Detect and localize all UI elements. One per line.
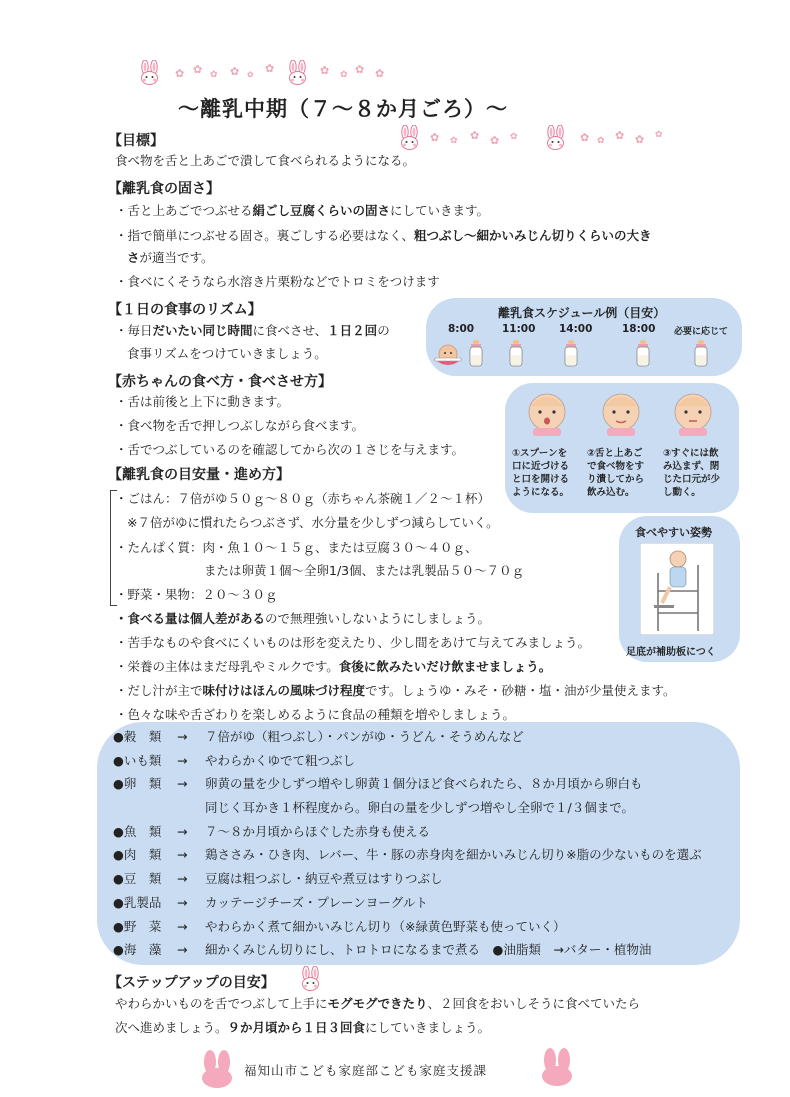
posture-panel: [619, 516, 740, 662]
food-category: ●豆 類: [113, 871, 162, 887]
food-category: ●海 藻: [113, 942, 162, 958]
flower-icon: ✿: [580, 131, 590, 144]
flower-icon: ✿: [340, 70, 348, 80]
arrow-icon: →: [177, 823, 188, 839]
food-list: [113, 729, 738, 966]
schedule-time: 必要に応じて: [674, 327, 729, 337]
eating-steps-panel: [505, 383, 739, 513]
schedule-time: 14:00: [559, 323, 593, 335]
flower-icon: ✿: [247, 70, 254, 79]
food-description: カッテージチーズ・プレーンヨーグルト: [205, 894, 428, 910]
schedule-time: 11:00: [502, 323, 536, 335]
flower-icon: ✿: [635, 133, 645, 146]
arrow-icon: →: [177, 776, 188, 792]
flower-icon: ✿: [210, 70, 218, 80]
goal-text: 食べ物を舌と上あごで潰して食べられるようになる。: [115, 153, 416, 168]
firmness-line: さが適当です。: [127, 250, 214, 265]
arrow-icon: →: [177, 729, 188, 744]
footer-department: 福知山市こども家庭部こども家庭支援課: [244, 1063, 488, 1078]
amount-vegetable: ・野菜・果物：２０～３０ｇ: [115, 587, 278, 602]
amount-protein: ・たんぱく質：肉・魚１０～１５ｇ、または豆腐３０～４０ｇ、: [115, 540, 478, 555]
bottle-icon: [694, 340, 708, 371]
baby-food-bowl-icon: [431, 343, 465, 373]
food-category: ●野 菜: [113, 918, 162, 934]
food-row: [113, 847, 738, 871]
food-row: [113, 824, 738, 848]
flower-icon: ✿: [320, 64, 330, 77]
food-description: 同じく耳かき１杯程度から。卵白の量を少しずつ増やし全卵で１/３個まで。: [205, 800, 634, 816]
bottle-icon: [636, 340, 650, 371]
food-row: [113, 942, 738, 966]
schedule-title: 離乳食スケジュール例（目安）: [498, 306, 666, 320]
bunny-icon: [543, 125, 568, 150]
food-description: 鶏ささみ・ひき肉、レバー、牛・豚の赤身肉を細かいみじん切り※脂の少ないものを選ぶ: [205, 847, 702, 863]
baby-face-icon: [671, 388, 715, 444]
flower-icon: ✿: [430, 131, 440, 144]
schedule-panel: [426, 298, 742, 376]
amount-rice-note: ※７倍がゆに慣れたらつぶさず、水分量を少しずつ減らしていく。: [127, 515, 499, 530]
food-row: [113, 776, 738, 800]
high-chair-icon: [640, 543, 714, 639]
flower-icon: ✿: [490, 134, 500, 147]
step-caption-2: ②舌と上あご で食べ物をす り潰してから 飲み込む。: [587, 448, 645, 498]
food-description: やわらかくゆでて粗つぶし: [205, 752, 356, 768]
stepup-line: 次へ進めましょう。９か月頃から１日３回食にしていきましょう。: [115, 1020, 491, 1035]
food-row: [113, 753, 738, 777]
food-description: ７～８か月頃からほぐした赤身も使える: [205, 823, 431, 839]
firmness-heading: 【離乳食の固さ】: [108, 181, 220, 197]
bunny-icon: [540, 1048, 574, 1090]
flower-icon: ✿: [615, 129, 625, 142]
amount-note: ・だし汁が主で味付けはほんの風味づけ程度です。しょうゆ・みそ・砂糖・塩・油が少量使えます。: [115, 683, 676, 698]
posture-title: 食べやすい姿勢: [635, 526, 712, 539]
amount-note: ・食べる量は個人差があるので無理強いしないようにしましょう。: [115, 611, 491, 626]
firmness-line: ・指で簡単につぶせる固さ。裏ごしする必要はなく、粗つぶし～細かいみじん切りくらいの大き: [115, 228, 652, 243]
flower-icon: ✿: [355, 63, 365, 76]
schedule-time: 8:00: [448, 323, 475, 335]
flower-icon: ✿: [597, 136, 605, 146]
amount-note: ・栄養の主体はまだ母乳やミルクです。食後に飲みたいだけ飲ませましょう。: [115, 659, 552, 674]
flower-icon: ✿: [265, 62, 275, 75]
page-title: ～離乳中期（７～８か月ごろ）～: [178, 97, 508, 121]
flower-icon: ✿: [175, 67, 185, 80]
firmness-line: ・舌と上あごでつぶせる絹ごし豆腐くらいの固さにしていきます。: [115, 203, 490, 218]
feeding-heading: 【赤ちゃんの食べ方・食べさせ方】: [108, 374, 332, 390]
bunny-icon: [285, 60, 310, 85]
arrow-icon: →: [177, 894, 188, 910]
rhythm-line: 食事リズムをつけていきましょう。: [127, 346, 327, 361]
arrow-icon: →: [177, 942, 188, 958]
amount-note: ・苦手なものや食べにくいものは形を変えたり、少し間をあけて与えてみましょう。: [115, 635, 591, 650]
feeding-item: ・舌は前後と上下に動きます。: [115, 394, 290, 409]
bottle-icon: [469, 340, 483, 371]
food-description: 豆腐は粗つぶし・納豆や煮豆はすりつぶし: [205, 871, 443, 887]
bunny-icon: [137, 60, 162, 85]
food-category: ●穀 類: [113, 729, 162, 744]
food-description: 卵黄の量を少しずつ増やし卵黄１個分ほど食べられたら、８か月頃から卵白も: [205, 776, 643, 792]
baby-face-icon: [599, 388, 643, 444]
flower-icon: ✿: [193, 63, 203, 76]
posture-caption: 足底が補助板につく: [626, 647, 716, 658]
goal-heading: 【目標】: [108, 133, 164, 149]
flower-icon: ✿: [375, 67, 385, 80]
stepup-heading: 【ステップアップの目安】: [108, 975, 275, 991]
bunny-icon: [298, 966, 323, 991]
bottle-icon: [564, 340, 578, 371]
food-category: ●肉 類: [113, 847, 162, 863]
food-row: [113, 729, 738, 753]
amount-rice: ・ごはん：７倍がゆ５０ｇ～８０ｇ（赤ちゃん茶碗１／２～１杯）: [115, 491, 491, 506]
arrow-icon: →: [177, 847, 188, 863]
flower-icon: ✿: [450, 136, 458, 146]
step-caption-3: ③すぐには飲 み込まず、閉 じた口元が少 し動く。: [663, 448, 721, 498]
food-row: [113, 800, 738, 824]
food-category: ●乳製品: [113, 894, 162, 910]
stepup-line: やわらかいものを舌でつぶして上手にモグモグできたり、２回食をおいしそうに食べていたら: [115, 996, 641, 1011]
flower-icon: ✿: [230, 65, 240, 78]
rhythm-line: ・毎日だいたい同じ時間に食べさせ、１日２回の: [115, 323, 390, 338]
food-description: ７倍がゆ（粗つぶし）・パンがゆ・うどん・そうめんなど: [205, 729, 524, 744]
flower-icon: ✿: [655, 130, 663, 140]
flower-icon: ✿: [510, 132, 518, 142]
amount-heading: 【離乳食の目安量・進め方】: [108, 467, 290, 483]
schedule-time: 18:00: [622, 323, 656, 335]
food-row: [113, 919, 738, 943]
arrow-icon: →: [177, 752, 188, 768]
arrow-icon: →: [177, 871, 188, 887]
firmness-line: ・食べにくそうなら水溶き片栗粉などでトロミをつけます: [115, 274, 440, 289]
flower-icon: ✿: [470, 129, 480, 142]
bunny-icon: [397, 125, 422, 150]
food-category: ●いも類: [113, 752, 162, 768]
amount-protein: または卵黄１個～全卵1/3個、または乳製品５０～７０ｇ: [204, 563, 525, 578]
baby-face-icon: [525, 388, 569, 444]
food-category: ●卵 類: [113, 776, 162, 792]
feeding-item: ・食べ物を舌で押しつぶしながら食べます。: [115, 418, 365, 433]
feeding-item: ・舌でつぶしているのを確認してから次の１さじを与えます。: [115, 442, 465, 457]
rhythm-heading: 【１日の食事のリズム】: [108, 302, 262, 318]
food-row: [113, 895, 738, 919]
arrow-icon: →: [177, 918, 188, 934]
food-row: [113, 871, 738, 895]
food-category: ●魚 類: [113, 823, 162, 839]
bottle-icon: [509, 340, 523, 371]
food-description: 細かくみじん切りにし、トロトロになるまで煮る ●油脂類 →バター・植物油: [205, 942, 652, 958]
amount-note: ・色々な味や舌ざわりを楽しめるように食品の種類を増やしましょう。: [115, 707, 516, 722]
food-description: やわらかく煮て細かいみじん切り（※緑黄色野菜も使っていく）: [205, 918, 566, 934]
bunny-icon: [200, 1050, 234, 1092]
step-caption-1: ①スプーンを 口に近づける と口を開ける ようになる。: [512, 448, 570, 498]
